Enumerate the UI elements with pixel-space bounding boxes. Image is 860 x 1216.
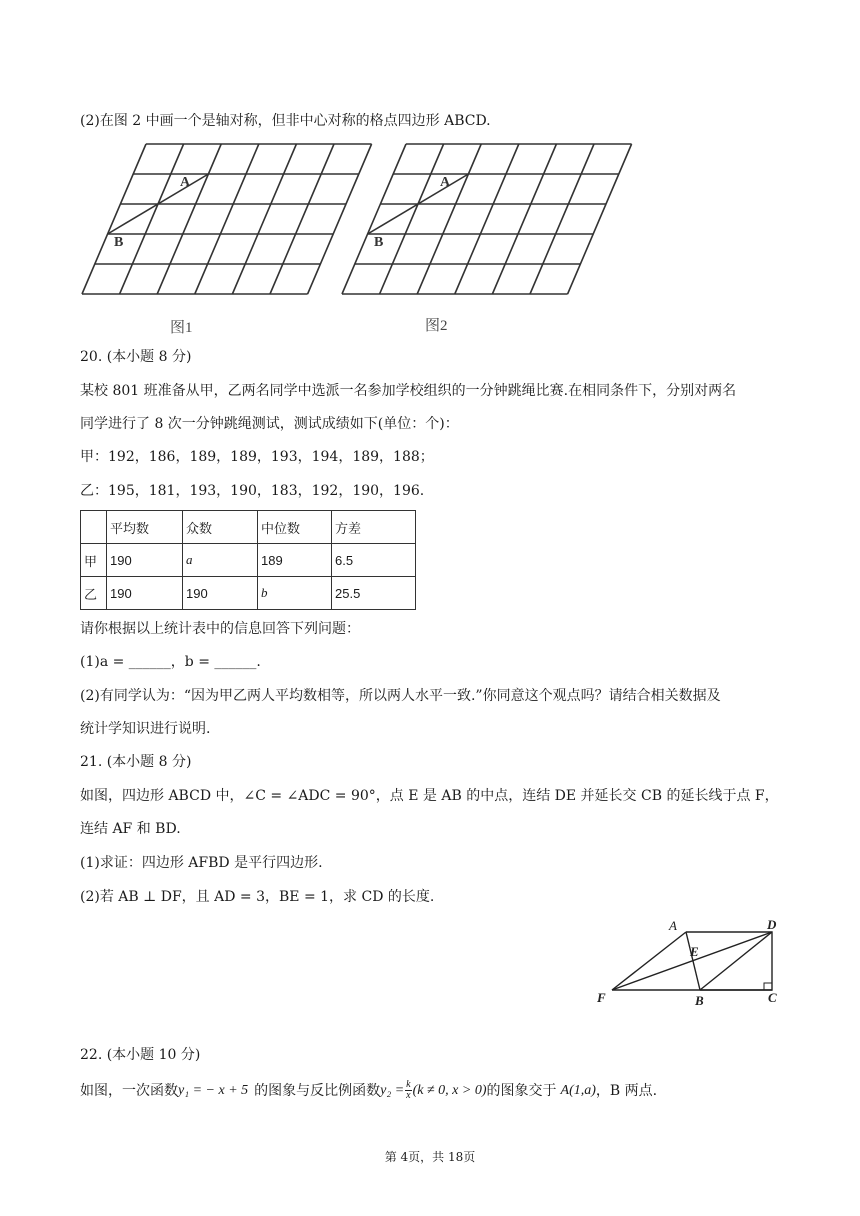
figure-1-caption: 图1 (170, 320, 193, 336)
page-footer: 第 4页，共 18页 (384, 1150, 476, 1164)
q22-frac-numerator: k (406, 1079, 411, 1090)
table-row (81, 577, 416, 610)
grid-line (492, 144, 556, 294)
figure-2-label-b: B (374, 235, 384, 250)
q20-prompt: 请你根据以上统计表中的信息回答下列问题： (80, 621, 360, 637)
table-cell: b (258, 577, 332, 610)
q20-yi-scores: 乙：195，181，193，190，183，192，190，196. (80, 483, 425, 499)
grid-line (157, 144, 221, 294)
figure-2-caption: 图2 (425, 318, 448, 334)
grid-line (270, 144, 334, 294)
table-cell: 189 (258, 544, 332, 577)
fig21-label-c: C (768, 990, 777, 1005)
table-header-cell: 平均数 (107, 511, 183, 544)
figure-2-grid (342, 144, 632, 294)
fig21-label-e: E (690, 944, 699, 959)
q21-text-line1: 如图，四边形 ABCD 中，∠C = ∠ADC = 90°，点 E 是 AB 的中点，连结 DE 并延长交 CB 的延长线于点 F， (80, 788, 779, 804)
figure-1-label-b: B (114, 235, 124, 250)
q20-intro-line1: 某校 801 班准备从甲，乙两名同学中选派一名参加学校组织的一分钟跳绳比赛.在相同条件下，分别对两名 (80, 383, 737, 399)
q22-fraction (405, 1080, 411, 1101)
q21-text-line2: 连结 AF 和 BD. (80, 821, 181, 837)
table-header-row (81, 511, 416, 544)
grid-line (232, 144, 296, 294)
grid-line (568, 144, 632, 294)
grid-line (530, 144, 594, 294)
q19-part2: (2)在图 2 中画一个是轴对称，但非中心对称的格点四边形 ABCD. (80, 113, 491, 129)
q22-text-mid2: 的图象交于 (486, 1082, 557, 1099)
table-cell: a (183, 544, 258, 577)
grid-line (380, 144, 444, 294)
table-header-cell (81, 511, 107, 544)
grid-line (82, 144, 146, 294)
table-cell: 190 (183, 577, 258, 610)
q22-text-start: 如图，一次函数 (80, 1082, 178, 1099)
fig21-label-f: F (597, 990, 606, 1005)
grid-line (342, 144, 406, 294)
figure-1-label-a: A (180, 175, 191, 190)
table-cell: 甲 (81, 544, 107, 577)
q20-part1: (1)a = ______，b = ______. (80, 654, 261, 670)
fig21-label-a: A (669, 918, 677, 933)
q22-frac-denominator: x (406, 1090, 411, 1101)
q20-jia-scores: 甲：192，186，189，189，193，194，189，188； (80, 449, 434, 465)
q21-figure (0, 914, 860, 1014)
q22-y2-condition: (k ≠ 0, x > 0) (412, 1082, 487, 1098)
q21-header: 21. (本小题 8 分) (80, 754, 192, 770)
grid-line (308, 144, 372, 294)
q19-figures (0, 138, 860, 368)
q20-part2-line2: 统计学知识进行说明. (80, 721, 211, 737)
q22-text-end: ，B 两点. (595, 1082, 658, 1099)
table-cell: 190 (107, 577, 183, 610)
q20-part2-line1: (2)有同学认为：“因为甲乙两人平均数相等，所以两人水平一致.”你同意这个观点吗？请结合相关数据及 (80, 688, 721, 704)
q22-point-a: A(1,a) (560, 1082, 596, 1098)
table-row (81, 544, 416, 577)
table-header-cell: 中位数 (258, 511, 332, 544)
q21-part2: (2)若 AB ⊥ DF，且 AD = 3，BE = 1，求 CD 的长度. (80, 889, 435, 905)
table-header-cell: 众数 (183, 511, 258, 544)
q22-text (80, 1080, 657, 1101)
grid-line (195, 144, 259, 294)
figure-1-grid (82, 144, 372, 294)
grid-line (417, 144, 481, 294)
q21-part1: (1)求证：四边形 AFBD 是平行四边形. (80, 855, 323, 871)
figure-2-label-a: A (440, 175, 451, 190)
q20-stats-table (80, 510, 416, 610)
fig21-label-b: B (695, 993, 704, 1008)
q20-header: 20. (本小题 8 分) (80, 349, 192, 365)
grid-line (455, 144, 519, 294)
q22-text-mid1: 的图象与反比例函数 (254, 1082, 381, 1099)
q22-header: 22. (本小题 10 分) (80, 1047, 201, 1063)
table-header-cell: 方差 (332, 511, 416, 544)
table-cell: 乙 (81, 577, 107, 610)
q22-y1-expression: y₁ = − x + 5 (178, 1082, 249, 1098)
fig21-label-d: D (767, 917, 777, 932)
grid-line (120, 144, 184, 294)
table-cell: 6.5 (332, 544, 416, 577)
q22-y2-lhs: y₂ = (380, 1082, 405, 1098)
q20-intro-line2: 同学进行了 8 次一分钟跳绳测试，测试成绩如下(单位：个)： (80, 416, 459, 432)
table-cell: 25.5 (332, 577, 416, 610)
table-cell: 190 (107, 544, 183, 577)
